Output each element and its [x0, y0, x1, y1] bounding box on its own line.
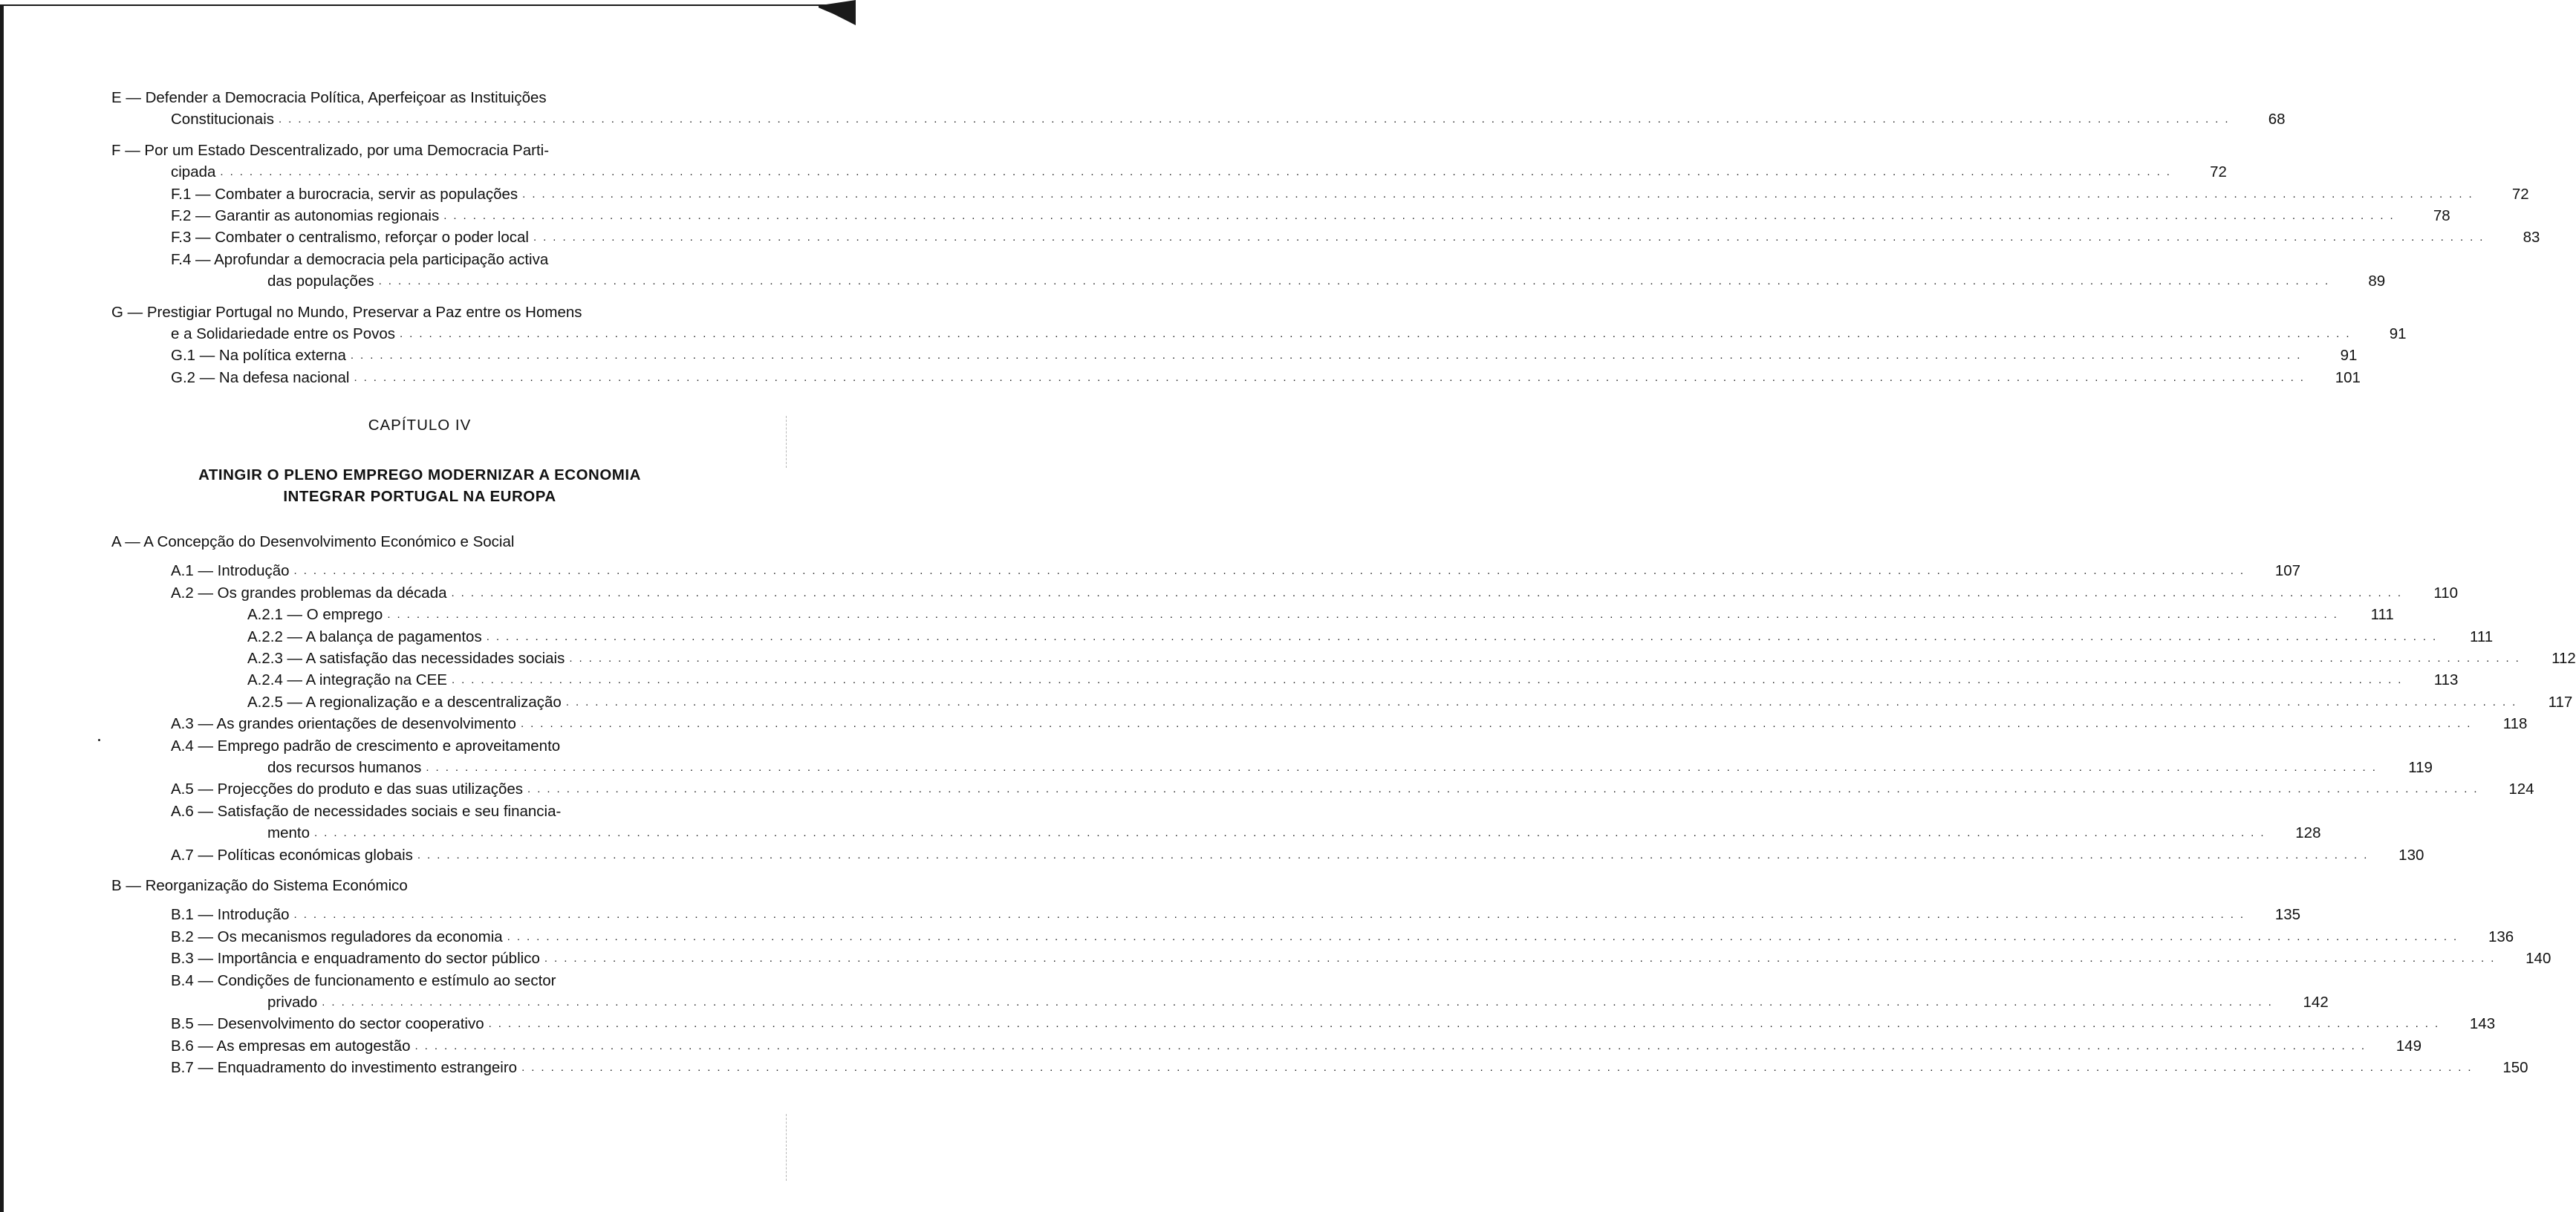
toc-entry-title: A.6 — Satisfação de necessidades sociais e seu financia-: [171, 802, 562, 820]
toc-page-number: 149: [2396, 1037, 2421, 1055]
toc-entry: [111, 904, 2301, 925]
dot-leader: ........................................................................................................................................................................................................: [293, 564, 2251, 578]
toc-entry-title: dos recursos humanos: [267, 758, 422, 776]
dot-leader: ........................................................................................................................................................................................................: [313, 827, 2271, 840]
toc-entry: [111, 161, 2227, 183]
toc-entry: [111, 302, 728, 323]
toc-entry: [111, 249, 728, 270]
toc-page-number: 68: [2268, 111, 2286, 128]
dot-leader: ........................................................................................................................................................................................................: [565, 695, 2523, 708]
scan-border-left: [0, 4, 4, 1212]
toc-entry: [111, 926, 2514, 948]
dot-leader: ........................................................................................................................................................................................................: [451, 586, 2407, 599]
dot-leader: ........................................................................................................................................................................................................: [486, 630, 2443, 643]
toc-page-number: 72: [2511, 185, 2529, 203]
dot-leader: ........................................................................................................................................................................................................: [417, 848, 2374, 861]
toc-entry: [111, 87, 728, 108]
toc-page-number: 124: [2508, 781, 2534, 798]
toc-entry: [111, 140, 728, 161]
toc-page-number: 140: [2525, 950, 2551, 968]
toc-entry-title: G.2 — Na defesa nacional: [171, 368, 350, 386]
dot-leader: ........................................................................................................................................................................................................: [533, 231, 2490, 244]
toc-page-number: 107: [2274, 562, 2301, 580]
toc-entry: [111, 970, 728, 991]
toc-entry-title: E — Defender a Democracia Política, Aperfeiçoar as Instituições: [111, 88, 547, 106]
toc-page-number: 111: [2370, 606, 2394, 624]
toc-entry-title: A.7 — Políticas económicas globais: [171, 846, 413, 864]
toc-entry: [111, 323, 2407, 345]
toc-entry: [111, 183, 2529, 205]
toc-page-number: 91: [2389, 325, 2407, 342]
stray-mark: [98, 739, 100, 741]
toc-entry-title: F.4 — Aprofundar a democracia pela participação activa: [171, 250, 549, 268]
toc-entry-title: B.3 — Importância e enquadramento do sector público: [171, 950, 540, 968]
toc-sections-after: [111, 531, 2576, 1078]
toc-page-number: 89: [2368, 273, 2386, 290]
toc-entry: [111, 648, 2576, 669]
toc-entry: [111, 713, 2528, 734]
dot-leader: ........................................................................................................................................................................................................: [544, 952, 2501, 965]
toc-entry-title: F — Por um Estado Descentralizado, por uma Democracia Parti-: [111, 141, 550, 159]
toc-entry-title: B.7 — Enquadramento do investimento estrangeiro: [171, 1059, 518, 1077]
toc-page-number: 136: [2488, 928, 2514, 945]
toc-entry-title: A.2.5 — A regionalização e a descentralização: [247, 693, 562, 711]
table-of-contents: [111, 87, 2576, 1078]
toc-entry: [111, 844, 2424, 866]
toc-page-number: 119: [2408, 758, 2433, 776]
toc-entry-title: G — Prestigiar Portugal no Mundo, Preservar a Paz entre os Homens: [111, 303, 582, 321]
toc-entry-title: A.3 — As grandes orientações de desenvolvimento: [171, 715, 516, 733]
toc-entry-title: das populações: [267, 273, 374, 290]
toc-entry-title: A.2.3 — A satisfação das necessidades sociais: [247, 650, 565, 668]
dot-leader: ........................................................................................................................................................................................................: [426, 760, 2382, 774]
dot-leader: ........................................................................................................................................................................................................: [414, 1039, 2371, 1052]
toc-page-number: 101: [2335, 368, 2361, 386]
toc-page-number: 117: [2548, 693, 2573, 711]
toc-entry: [111, 778, 2534, 800]
toc-entry-title: Constitucionais: [171, 111, 275, 128]
chapter-title-line: ATINGIR O PLENO EMPREGO MODERNIZAR A ECONOMIA: [198, 466, 641, 484]
toc-entry-title: A.2 — Os grandes problemas da década: [171, 584, 447, 602]
toc-section: [111, 904, 2551, 1078]
toc-page-number: 91: [2340, 347, 2358, 365]
toc-entry-title: F.3 — Combater o centralismo, reforçar o poder local: [171, 229, 529, 247]
chapter-title-line: INTEGRAR PORTUGAL NA EUROPA: [283, 488, 556, 506]
toc-entry: [111, 691, 2573, 713]
chapter-title: [111, 464, 728, 507]
dot-leader: ........................................................................................................................................................................................................: [507, 930, 2464, 943]
toc-entry: [111, 367, 2361, 388]
toc-entry: [111, 822, 2321, 844]
toc-section: [111, 87, 2286, 131]
dot-leader: ........................................................................................................................................................................................................: [279, 113, 2235, 126]
toc-entry: [111, 757, 2433, 778]
toc-entry-title: A.5 — Projecções do produto e das suas utilizações: [171, 781, 524, 798]
toc-entry: [111, 227, 2540, 248]
toc-page-number: 83: [2523, 229, 2540, 247]
toc-entry: [111, 948, 2551, 969]
toc-entry-title: G.1 — Na política externa: [171, 347, 346, 365]
chapter-label: CAPÍTULO IV: [368, 417, 472, 434]
dot-leader: ........................................................................................................................................................................................................: [350, 349, 2307, 362]
toc-entry: [111, 560, 2301, 581]
toc-entry-title: e a Solidariedade entre os Povos: [171, 325, 396, 342]
toc-entry: [111, 1057, 2528, 1078]
toc-entry: [111, 669, 2459, 691]
toc-entry: [111, 205, 2450, 227]
toc-entry-title: mento: [267, 824, 310, 842]
dot-leader: ........................................................................................................................................................................................................: [521, 1061, 2478, 1075]
toc-page-number: 72: [2210, 163, 2227, 181]
dot-leader: ........................................................................................................................................................................................................: [400, 327, 2356, 340]
dot-leader: ........................................................................................................................................................................................................: [354, 371, 2310, 384]
dot-leader: ........................................................................................................................................................................................................: [378, 275, 2335, 288]
toc-entry-title: A.4 — Emprego padrão de crescimento e aproveitamento: [171, 737, 561, 755]
dot-leader: ........................................................................................................................................................................................................: [488, 1017, 2445, 1031]
scan-border-top: [0, 4, 856, 6]
toc-entry-title: F.1 — Combater a burocracia, servir as populações: [171, 185, 518, 203]
toc-entry-title: A.2.4 — A integração na CEE: [247, 671, 447, 689]
toc-section: [111, 560, 2576, 865]
toc-page-number: 143: [2469, 1015, 2496, 1033]
toc-page-number: 150: [2502, 1059, 2528, 1077]
toc-entry: [111, 270, 2386, 292]
toc-entry-title: B.2 — Os mecanismos reguladores da economia: [171, 928, 503, 945]
scan-artifact: [786, 1114, 787, 1181]
toc-page-number: 113: [2433, 671, 2459, 689]
toc-sections-before: [111, 87, 2540, 388]
toc-entry: [111, 626, 2494, 648]
toc-page-number: 112: [2551, 650, 2576, 668]
toc-page-number: 111: [2470, 628, 2494, 645]
toc-entry: [111, 1013, 2496, 1035]
toc-entry-title: B.4 — Condições de funcionamento e estímulo ao sector: [171, 971, 556, 989]
toc-page-number: 128: [2295, 824, 2321, 842]
dot-leader: ........................................................................................................................................................................................................: [293, 908, 2251, 922]
dot-leader: ........................................................................................................................................................................................................: [220, 166, 2176, 179]
toc-entry-title: F.2 — Garantir as autonomias regionais: [171, 206, 440, 224]
toc-entry-title: B.6 — As empresas em autogestão: [171, 1037, 411, 1055]
toc-section: [111, 140, 2540, 293]
toc-entry-title: privado: [267, 993, 318, 1011]
scan-artifact: [786, 416, 787, 468]
toc-page-number: 78: [2433, 206, 2450, 224]
toc-section-heading: B — Reorganização do Sistema Económico: [111, 876, 408, 894]
toc-entry-title: A.2.2 — A balança de pagamentos: [247, 628, 482, 645]
toc-entry-title: B.1 — Introdução: [171, 906, 290, 924]
toc-page-number: 130: [2398, 846, 2424, 864]
toc-entry: [111, 801, 728, 822]
toc-section-heading: A — A Concepção do Desenvolvimento Económico e Social: [111, 533, 515, 551]
toc-entry: [111, 991, 2329, 1013]
toc-page-number: 135: [2274, 906, 2301, 924]
toc-entry: [111, 582, 2458, 604]
toc-entry-title: A.2.1 — O emprego: [247, 606, 383, 624]
toc-page-number: 118: [2502, 715, 2528, 733]
toc-entry-title: cipada: [171, 163, 216, 181]
dot-leader: ........................................................................................................................................................................................................: [522, 187, 2479, 201]
dot-leader: ........................................................................................................................................................................................................: [387, 608, 2344, 622]
toc-entry-title: A.1 — Introdução: [171, 562, 290, 580]
toc-page-number: 142: [2303, 993, 2329, 1011]
toc-entry: [111, 108, 2286, 130]
dot-leader: ........................................................................................................................................................................................................: [322, 995, 2278, 1009]
toc-entry-title: B.5 — Desenvolvimento do sector cooperativo: [171, 1015, 484, 1033]
toc-entry: [111, 345, 2358, 366]
dot-leader: ........................................................................................................................................................................................................: [451, 674, 2408, 687]
toc-section: [111, 302, 2407, 389]
toc-entry: [111, 604, 2394, 625]
dot-leader: ........................................................................................................................................................................................................: [520, 717, 2477, 731]
dot-leader: ........................................................................................................................................................................................................: [443, 209, 2400, 222]
toc-entry: [111, 735, 728, 757]
dot-leader: ........................................................................................................................................................................................................: [527, 783, 2484, 796]
toc-page-number: 110: [2433, 584, 2458, 602]
dot-leader: ........................................................................................................................................................................................................: [569, 652, 2525, 665]
toc-entry: [111, 1035, 2421, 1057]
